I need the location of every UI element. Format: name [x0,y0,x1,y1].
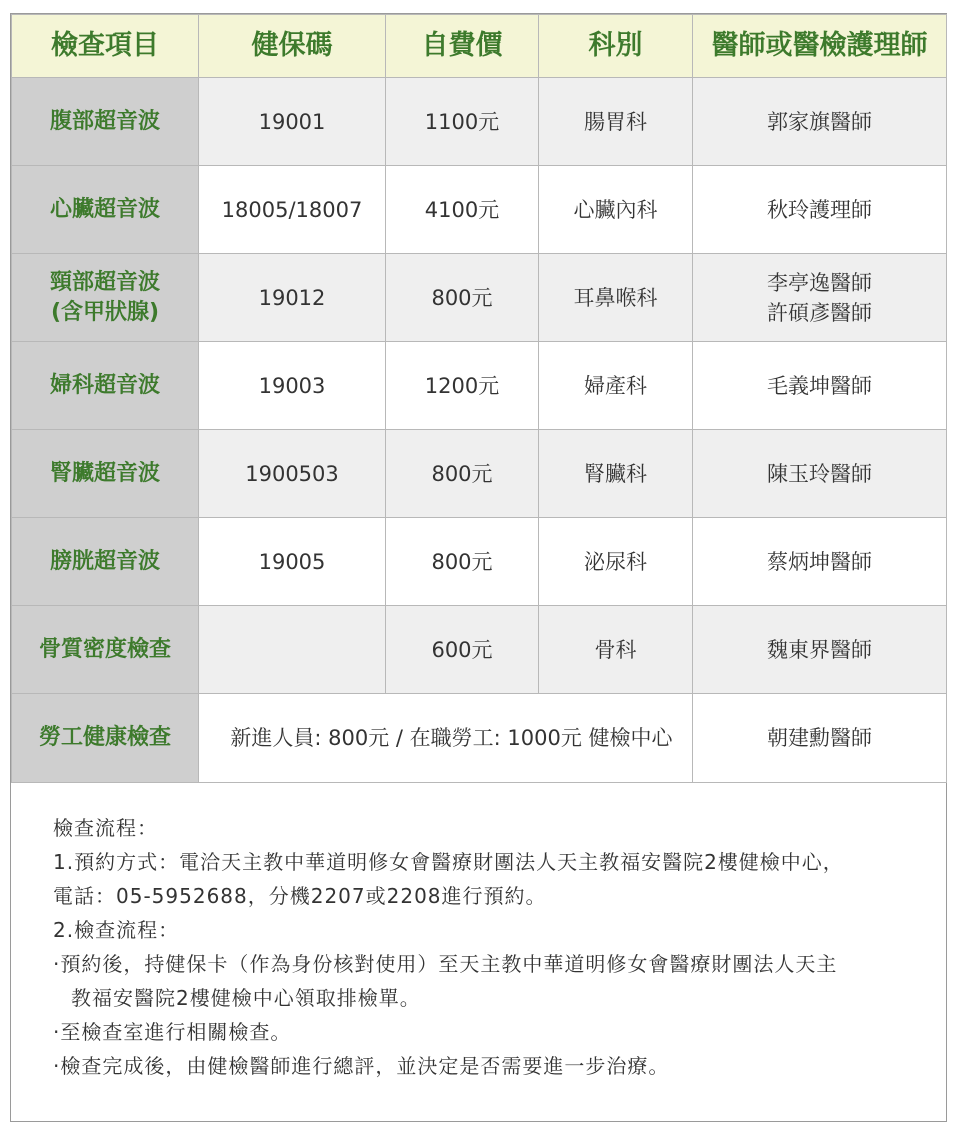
staff-cell [693,254,947,342]
exam-item-text: 頸部超音波 [49,269,160,295]
staff-cell [693,606,947,694]
notes-phone-line: 電話：05-5952688，分機2207或2208進行預約。 [53,884,547,908]
exam-item-text: 骨質密度檢查 [38,636,171,662]
exam-item-text: 腹部超音波 [49,108,160,134]
exam-item-text: 心臟超音波 [49,196,160,222]
price-cell: 800元 [386,254,539,342]
table-row [12,430,947,518]
exam-item-cell [12,166,199,254]
exam-item-text: (含甲狀腺) [50,299,160,325]
notes-bullet-3: ‧檢查完成後，由健檢醫師進行總評，並決定是否需要進一步治療。 [53,1054,670,1078]
table-row [12,254,947,342]
notes-bullet-1: ‧預約後，持健保卡（作為身份核對使用）至天主教中華道明修女會醫療財團法人天主 [53,952,838,976]
notes-heading: 檢查流程： [53,816,158,840]
header-staff: 醫師或醫檢護理師 [693,15,947,78]
exam-item-text: 婦科超音波 [49,372,160,398]
price-cell: 1200元 [386,342,539,430]
table-row-labor-exam [12,694,947,783]
staff-cell [693,166,947,254]
exam-item-cell [12,430,199,518]
exam-item-cell [12,606,199,694]
exam-item-cell [12,342,199,430]
price-cell: 800元 [386,518,539,606]
staff-cell [693,518,947,606]
price-cell: 1100元 [386,78,539,166]
exam-item-cell [12,254,199,342]
insurance-code-cell [199,606,386,694]
notes-bullet-2: ‧至檢查室進行相關檢查。 [53,1020,292,1044]
insurance-code-cell: 19003 [199,342,386,430]
department-cell: 腎臟科 [539,430,693,518]
table-row [12,166,947,254]
table-header-row [12,15,947,78]
exam-info-panel [10,13,947,1122]
department-cell: 腸胃科 [539,78,693,166]
header-insurance-code: 健保碼 [199,15,386,78]
table-row [12,78,947,166]
staff-name: 許碩彥醫師 [767,300,872,325]
exam-procedure-notes [53,811,933,1083]
exam-item-text: 膀胱超音波 [49,548,160,574]
exam-item-text: 腎臟超音波 [49,460,160,486]
insurance-code-cell: 19005 [199,518,386,606]
staff-name: 毛義坤醫師 [767,373,872,398]
staff-cell [693,78,947,166]
staff-name: 陳玉玲醫師 [767,461,872,486]
header-department: 科別 [539,15,693,78]
price-cell: 800元 [386,430,539,518]
table-row [12,606,947,694]
header-self-pay-price: 自費價 [386,15,539,78]
table-row [12,342,947,430]
insurance-code-cell: 19001 [199,78,386,166]
notes-bullet-1-continued: 教福安醫院2樓健檢中心領取排檢單。 [71,986,421,1010]
staff-name: 郭家旗醫師 [767,109,872,134]
header-exam-item: 檢查項目 [12,15,199,78]
department-cell: 耳鼻喉科 [539,254,693,342]
exam-item-cell [12,78,199,166]
insurance-code-cell: 19012 [199,254,386,342]
table-row [12,518,947,606]
staff-name: 李亭逸醫師 [767,270,872,295]
staff-cell: 朝建勳醫師 [693,694,947,783]
department-cell: 骨科 [539,606,693,694]
department-cell: 泌尿科 [539,518,693,606]
insurance-code-cell: 18005/18007 [199,166,386,254]
labor-exam-price-cell: 新進人員: 800元 / 在職勞工: 1000元 健檢中心 [199,694,693,783]
department-cell: 心臟內科 [539,166,693,254]
price-cell: 600元 [386,606,539,694]
staff-cell [693,342,947,430]
exam-table [11,14,947,783]
staff-name: 魏東界醫師 [767,637,872,662]
insurance-code-cell: 1900503 [199,430,386,518]
notes-procedure-heading: 2.檢查流程： [53,918,180,942]
department-cell: 婦產科 [539,342,693,430]
exam-item-cell: 勞工健康檢查 [12,694,199,783]
notes-appointment-line: 1.預約方式：電洽天主教中華道明修女會醫療財團法人天主教福安醫院2樓健檢中心， [53,850,844,874]
exam-item-cell [12,518,199,606]
staff-name: 秋玲護理師 [767,197,872,222]
staff-name: 蔡炳坤醫師 [767,549,872,574]
staff-cell [693,430,947,518]
price-cell: 4100元 [386,166,539,254]
